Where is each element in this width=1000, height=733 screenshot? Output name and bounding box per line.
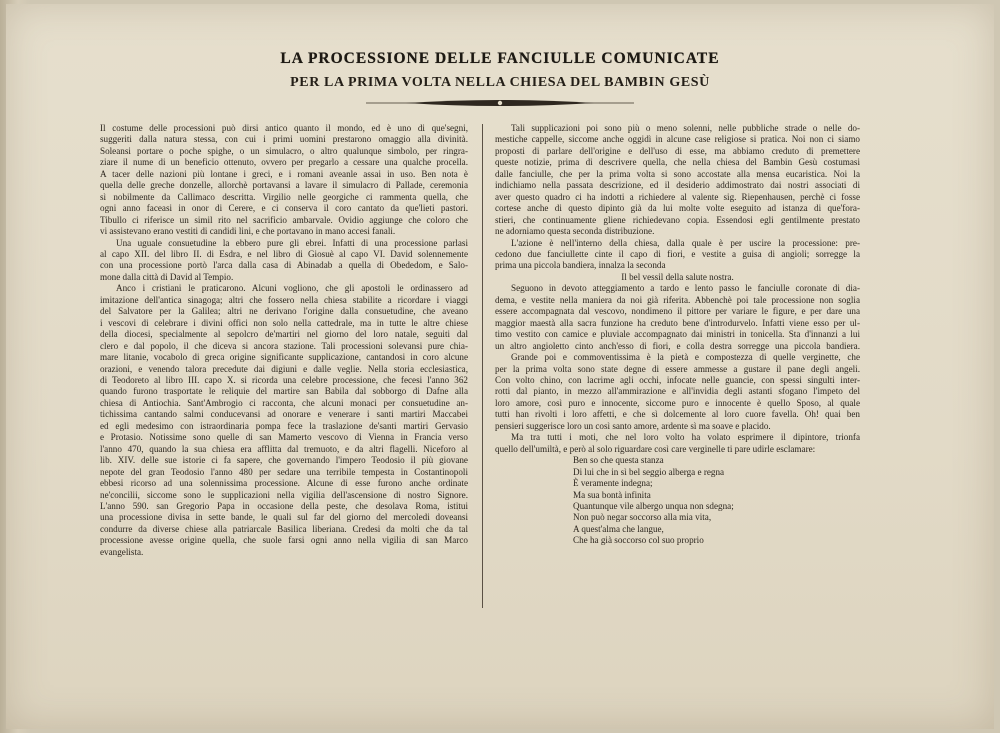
text-line: Di lui che in sì bel seggio alberga e regna: [573, 466, 725, 477]
right-text-column: [495, 123, 860, 547]
text-line: ed egli medesimo con istraordinaria pompa fece la traslazione de'santi martiri Gervasio: [100, 420, 468, 431]
text-line: clero e dal popolo, il che diceva si ancora stazione. Tali processioni solevansi pure chia-: [100, 340, 468, 351]
text-line: aver questo quadro ci ha indotti a richiedere al valente sig. Riepenhausen, perchè ci fosse: [495, 191, 860, 202]
text-line: lib. XIV. delle sue istorie ci fa sapere, che governando l'impero Teodosio il più giovane: [100, 455, 468, 466]
ornament-rule: [366, 97, 634, 109]
text-line: L'azione è nell'interno della chiesa, dalla quale è per uscire la processione: pre-: [511, 237, 860, 248]
text-line: tutti han rivolti i loro affetti, e che sì dolcemente al loro cuore favella. Oh! quai ben: [495, 409, 860, 420]
page-title: LA PROCESSIONE DELLE FANCIULLE COMUNICATE: [280, 50, 720, 67]
text-line: Grande poi e commoventissima è la pietà e compostezza di quelle verginette, che: [511, 352, 860, 363]
text-line: una processione divisa in sette bande, le quali sul far del giorno del mercoledi doveansi: [100, 512, 468, 523]
text-line: Non può negar soccorso alla mia vita,: [573, 512, 712, 523]
text-line: stieri, che continuamente gliene richiedevano copia. Essendosi egli gentilmente prestato: [495, 214, 860, 225]
text-line: loro amore, così puro e innocente, siccome puro e innocente è quello Sposo, al quale: [495, 397, 860, 408]
text-line: suggeriti dalla natura stessa, con cui i primi uomini prestarono omaggio alla divinità.: [100, 134, 468, 145]
text-line: proposti di parlare dell'origine e dell'uso di esse, ma abbiamo creduto di premettere: [495, 145, 860, 156]
text-line: e Protasio. Notissime sono quelle di san Mamerto vescovo di Vienna in Francia verso: [100, 432, 468, 443]
text-line: imitazione dell'antica sinagoga; altri che fossero nella chiesa stabilite a ricordare i viaggi: [100, 294, 468, 305]
text-line: Seguono in devoto atteggiamento a tardo e lento passo le fanciulle coronate di dia-: [511, 283, 860, 294]
text-line: Ma sua bontà infinita: [573, 489, 651, 500]
text-line: mare litanie, vocabolo di greca origine significante supplicazione, cantandosi in coro alcune: [100, 352, 468, 363]
text-line: Quantunque vile albergo unqua non sdegna;: [573, 500, 734, 511]
text-line: cortese anche di questo dipinto già da lui molte volte eseguito ad istanza di que'fora-: [495, 203, 860, 214]
text-line: nepote del gran Teodosio l'anno 480 per sedare una terribile tempesta in Costantinopoli: [100, 466, 468, 477]
text-line: del Salvatore per la Galilea; altri ne derivano l'origine dalla consuetudine, che aveano: [100, 306, 468, 317]
text-line: con una processione portò l'arca dalla casa di Abinadab a quella di Obededom, e Salo-: [100, 260, 468, 271]
text-line: È veramente indegna;: [573, 478, 653, 489]
text-line: quando furono trasportate le reliquie del martire san Babila dal sobborgo di Dafne alla: [100, 386, 468, 397]
text-line: processione avesse origine quella, che suole farsi ogni anno nella vigilia di san Marco: [100, 535, 468, 546]
text-line: dalle fanciulle, che per la prima volta si sono accostate alla mensa eucaristica. Noi la: [495, 168, 860, 179]
text-line: per la prima volta sono state degne di essere ammesse a gustare il pane degli angeli.: [495, 363, 860, 374]
text-line: sì nobilmente da Callimaco descritta. Virgilio nelle georgiche ci rammenta quella, che: [100, 191, 468, 202]
text-line: Soleansi portare o poche spighe, o un simulacro, o altro qualunque simbolo, per ringra-: [100, 145, 468, 156]
text-line: ogni anno faceasi in onor di Cerere, e ci conserva il coro cantato da que'lieti pastori.: [100, 203, 468, 214]
text-line: ne adorniamo questa seconda distribuzione.: [495, 226, 655, 237]
column-divider: [482, 124, 483, 608]
text-line: quella delle greche donzelle, allorchè portavansi a lavare il simulacro di Pallade, ceremonia: [100, 180, 468, 191]
text-line: pensieri suggerisce loro un così santo amore, ardente sì ma soave e placido.: [495, 420, 771, 431]
text-line: queste notizie, prima di descrivere quella, che nella chiesa del Bambin Gesù costumasi: [495, 157, 860, 168]
text-line: A quest'alma che langue,: [573, 523, 664, 534]
text-line: Anco i cristiani le praticarono. Alcuni vogliono, che gli apostoli le ordinassero ad: [116, 283, 468, 294]
text-line: mestiche cappelle, siccome anche oggidì in alcune case religiose si pratica. Noi non ci siamo: [495, 134, 860, 145]
text-line: Tibullo ci riferisce un simil rito nel sacrificio ambarvale. Ovidio aggiunge che coloro che: [100, 214, 468, 225]
page-subtitle: PER LA PRIMA VOLTA NELLA CHIESA DEL BAMBIN GESÙ: [290, 75, 710, 90]
text-line: ebbesi ricorso ad una solennissima processione. Alcune di esse furono anche ordinate: [100, 478, 468, 489]
text-line: evangelista.: [100, 546, 144, 557]
text-line: i vescovi di celebrare i divini offici non solo nella cattedrale, ma in tutte le altre chiese: [100, 317, 468, 328]
text-line: Il bel vessil della salute nostra.: [621, 271, 734, 282]
text-line: della diocesi, specialmente al sepolcro de'martiri nel giorno del loro natale, seguiti dal: [100, 329, 468, 340]
text-line: Il costume delle processioni può dirsi antico quanto il mondo, ed è uno di que'segni,: [100, 123, 468, 133]
text-line: quello dell'umiltà, e però al solo riguardare così care verginelle ti pare udirle esclamare:: [495, 443, 816, 454]
text-line: tichissima cantando salmi conducevansi ad onorare e venerare i santi martiri Maccabei: [100, 409, 468, 420]
text-line: prima una piccola bandiera, innalza la seconda: [495, 260, 666, 271]
text-line: condurre da diverse chiese alla patriarcale Basilica liberiana. Credesi da molti che da tal: [100, 523, 468, 534]
left-text-column: [100, 123, 468, 558]
text-line: timo vestito con camice e pluviale accompagnato dai ministri in tonicella. Sta d'innanzi a lui: [495, 329, 860, 340]
text-line: un altro angioletto cinto anch'esso di fiori, e colla destra sorregge una piccola bandiera.: [495, 340, 860, 351]
text-line: dema, e vestite nella maniera da noi già riferita. Abbenchè poi tale processione non soglia: [495, 294, 860, 305]
text-line: di Teodoreto al libro III. capo X. si ricorda una celebre processione, che fecesi l'anno 362: [100, 374, 468, 385]
text-line: Che ha già soccorso col suo proprio: [573, 535, 704, 546]
text-line: cedono due fanciullette cinte il capo di fiori, e vestite a guisa di angioli; sorregge la: [495, 248, 860, 259]
text-line: Una uguale consuetudine la ebbero pure gli ebrei. Infatti di una processione parlasi: [116, 237, 468, 248]
text-line: Ben so che questa stanza: [573, 455, 664, 466]
text-line: al capo XII. del libro II. di Esdra, e nel libro di Giosuè al capo VI. David solennemente: [100, 248, 468, 259]
text-line: mone dalla città di David al Tempio.: [100, 271, 234, 282]
text-line: essere accompagnata dal vescovo, nondimeno il pittore per variare le figure, e per dare una: [495, 306, 860, 317]
text-line: orazioni, e venendo talora precedute dai digiuni e dalle veglie. Nella storia ecclesiastica,: [100, 363, 468, 374]
text-line: ne'concilii, siccome sono le supplicazioni nella vigilia dell'ascensione di nostro Signore.: [100, 489, 468, 500]
text-line: Tali supplicazioni poi sono più o meno solenni, nelle pubbliche strade o nelle do-: [511, 123, 860, 133]
text-line: ziare il nume di un beneficio ottenuto, ovvero per pregarlo a cessare una qualche procella.: [100, 157, 468, 168]
text-line: Con volto chino, con lacrime agli occhi, infocate nelle guancie, con spessi singulti inter-: [495, 374, 860, 385]
text-line: maggior maestà alla sacra funzione ha creduto bene d'introdurvelo. Infatti viene esso per ul-: [495, 317, 860, 328]
text-line: vi assistevano erano vestiti di candidi lini, e che portavano in mano accesi fanali.: [100, 226, 396, 237]
text-line: rotti dal pianto, in mezzo all'ammirazione e all'invidia degli astanti sfogano l'impeto del: [495, 386, 860, 397]
text-line: l'anno 470, quando la sua chiesa era afflitta dal tremuoto, e da altri flagelli. Niceforo al: [100, 443, 468, 454]
text-line: Ma tra tutti i moti, che nel loro volto ha volato esprimere il dipintore, trionfa: [511, 432, 860, 443]
text-line: indichiamo nella passata descrizione, ed il desiderio addimostrato dai nostri associati di: [495, 180, 860, 191]
text-line: A tacer delle nazioni più lontane i greci, e i romani aveanle assai in uso. Ben nota è: [100, 168, 468, 179]
text-line: chiesa di Antiochia. Sant'Ambrogio ci racconta, che alcuni monaci per consuetudine an-: [100, 397, 468, 408]
text-line: L'anno 590. san Gregorio Papa in occasione della peste, che desolava Roma, istitui: [100, 500, 468, 511]
